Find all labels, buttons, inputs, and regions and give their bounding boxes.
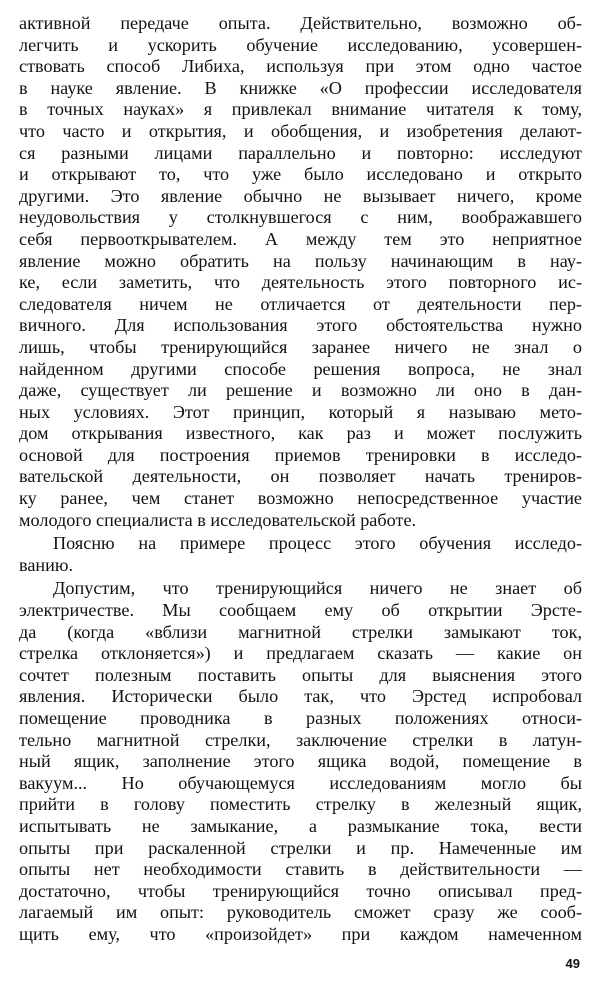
text-line: явления. Исторически было так, что Эрстед испробовал: [19, 686, 582, 707]
text-line: в точных науках» я привлекал внимание читателя к тому,: [19, 99, 582, 120]
text-line: Допустим, что тренирующийся ничего не знает об: [53, 578, 582, 599]
text-line: другими. Это явление обычно не вызывает ничего, кроме: [19, 185, 582, 206]
text-line: тельно магнитной стрелки, заключение стрелки в латун-: [19, 729, 582, 750]
text-line: электричестве. Мы сообщаем ему об открытии Эрсте-: [19, 600, 582, 621]
text-line: неудовольствия у столкнувшегося с ним, воображавшего: [19, 207, 582, 228]
text-line: найденном другими способе решения вопроса, не знал: [19, 358, 582, 379]
text-line: дом открывания известного, как раз и может послужить: [19, 423, 582, 444]
text-line: молодого специалиста в исследовательской работе.: [19, 509, 417, 530]
paragraph: [19, 13, 582, 531]
text-line: ся разными лицами параллельно и повторно: исследуют: [19, 142, 582, 163]
text-line: активной передаче опыта. Действительно, возможно об-: [19, 13, 582, 33]
text-line: ный ящик, заполнение этого ящика водой, помещение в: [19, 751, 582, 772]
text-line: даже, существует ли решение и возможно ли оно в дан-: [19, 380, 582, 401]
text-line: вательской деятельности, он позволяет начать трениров-: [19, 466, 582, 487]
text-line: помещение проводника в разных положениях относи-: [19, 708, 582, 728]
text-line: легчить и ускорить обучение исследованию, усовершен-: [19, 34, 582, 55]
text-line: достаточно, чтобы тренирующийся точно описывал пред-: [19, 880, 582, 901]
text-line: ных условиях. Этот принцип, который я называю мето-: [19, 401, 582, 422]
page-body-text: [19, 13, 582, 946]
text-line: щить ему, что «произойдет» при каждом намеченном: [19, 923, 582, 944]
text-line: что часто и открытия, и обобщения, и изобретения делают-: [19, 120, 582, 141]
text-line: себя первооткрывателем. А между тем это неприятное: [19, 228, 582, 249]
text-line: в науке явление. В книжке «О профессии исследователя: [19, 77, 582, 98]
text-line: лишь, чтобы тренирующийся заранее ничего не знал о: [19, 336, 582, 357]
paragraph: [19, 578, 582, 945]
text-line: основой для построения приемов тренировки в исследо-: [19, 444, 582, 465]
text-line: опыты нет необходимости ставить в действительности —: [19, 859, 582, 880]
text-line: ствовать способ Либиха, используя при этом одно частое: [19, 56, 582, 77]
text-line: ванию.: [19, 554, 74, 575]
text-line: да (когда «вблизи магнитной стрелки замыкают ток,: [19, 621, 582, 642]
text-line: ку ранее, чем станет возможно непосредственное участие: [19, 488, 582, 509]
text-line: и открывают то, что уже было исследовано и открыто: [19, 164, 582, 185]
text-line: прийти в голову поместить стрелку в железный ящик,: [19, 794, 582, 815]
page-number: 49: [565, 956, 580, 971]
text-line: Поясню на примере процесс этого обучения исследо-: [53, 533, 582, 554]
text-line: испытывать не замыкание, а размыкание тока, вести: [19, 815, 582, 836]
text-line: сочтет полезным поставить опыты для выяснения этого: [19, 664, 582, 685]
text-line: вичного. Для использования этого обстоятельства нужно: [19, 315, 582, 336]
paragraph: [19, 533, 582, 576]
text-line: вакуум... Но обучающемуся исследованиям могло бы: [19, 772, 582, 793]
text-line: явление можно обратить на пользу начинающим в нау-: [19, 250, 582, 271]
text-line: опыты при раскаленной стрелки и пр. Намеченные им: [19, 837, 582, 858]
text-line: стрелка отклоняется») и предлагаем сказать — какие он: [19, 643, 582, 664]
text-line: ке, если заметить, что деятельность этого повторного ис-: [19, 272, 582, 293]
text-line: следователя ничем не отличается от деятельности пер-: [19, 293, 582, 314]
text-line: лагаемый им опыт: руководитель сможет сразу же сооб-: [19, 902, 582, 923]
